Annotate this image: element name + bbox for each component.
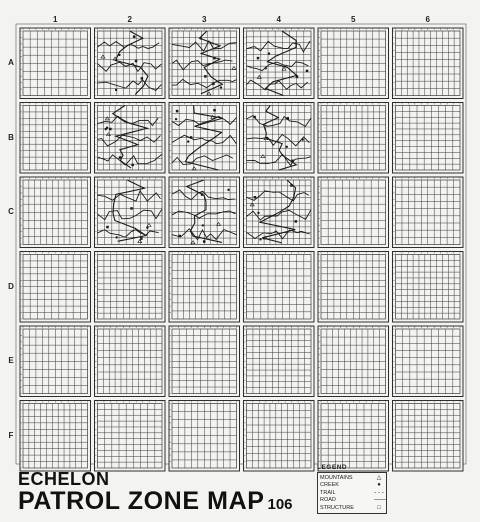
structure-icon bbox=[287, 117, 290, 120]
zone-C2 bbox=[95, 177, 166, 248]
column-label: 2 bbox=[127, 15, 132, 24]
creek-icon bbox=[257, 212, 259, 214]
creek-icon bbox=[220, 86, 222, 88]
zone-frame bbox=[393, 28, 464, 99]
zone-F4 bbox=[244, 401, 315, 472]
zone-A2 bbox=[95, 28, 166, 99]
zone-frame bbox=[95, 177, 166, 248]
zone-D5 bbox=[318, 252, 389, 323]
creek-icon bbox=[302, 138, 304, 140]
legend-item-structure bbox=[320, 504, 384, 512]
structure-icon bbox=[254, 196, 257, 199]
structure-icon bbox=[306, 70, 309, 73]
structure-icon bbox=[141, 77, 144, 80]
column-label: 1 bbox=[53, 15, 58, 24]
zone-B1 bbox=[20, 103, 91, 174]
legend-label: ROAD bbox=[320, 497, 336, 504]
zone-E1 bbox=[20, 326, 91, 397]
structure-icon bbox=[131, 164, 134, 167]
map-title bbox=[18, 488, 293, 518]
structure-icon bbox=[291, 160, 294, 163]
zone-D4 bbox=[244, 252, 315, 323]
zone-frame bbox=[393, 326, 464, 397]
zone-F1 bbox=[20, 401, 91, 472]
zone-frame bbox=[244, 401, 315, 472]
legend-label: TRAIL bbox=[320, 489, 336, 496]
map-series-label: ECHELON bbox=[18, 469, 110, 489]
structure-icon bbox=[133, 35, 136, 38]
zone-C3 bbox=[169, 177, 240, 248]
structure-icon bbox=[140, 237, 143, 240]
legend-label: MOUNTAINS bbox=[320, 474, 353, 481]
structure-icon bbox=[257, 57, 260, 60]
creek-icon bbox=[146, 226, 148, 228]
structure-icon bbox=[290, 184, 293, 187]
creek-icon bbox=[106, 126, 108, 128]
zone-frame bbox=[244, 252, 315, 323]
legend-item-mountains bbox=[320, 474, 384, 482]
row-label: B bbox=[8, 132, 14, 142]
column-label: 6 bbox=[425, 15, 430, 24]
structure-icon bbox=[253, 116, 256, 119]
structure-icon bbox=[204, 75, 207, 78]
structure-icon bbox=[179, 235, 182, 238]
zone-B4 bbox=[244, 103, 315, 174]
zone-frame bbox=[393, 103, 464, 174]
zone-C5 bbox=[318, 177, 389, 248]
zone-A6 bbox=[393, 28, 464, 99]
zone-C4 bbox=[244, 177, 315, 248]
road-icon: —— bbox=[374, 497, 386, 504]
creek-icon bbox=[115, 236, 117, 238]
column-label: 3 bbox=[202, 15, 207, 24]
legend-item-creek bbox=[320, 482, 384, 490]
zone-A5 bbox=[318, 28, 389, 99]
structure-icon bbox=[109, 128, 112, 131]
title-block bbox=[18, 470, 293, 518]
zone-B5 bbox=[318, 103, 389, 174]
zone-C6 bbox=[393, 177, 464, 248]
mountain-icon: △ bbox=[376, 475, 382, 482]
creek-icon bbox=[115, 89, 117, 91]
structure-icon bbox=[203, 240, 206, 243]
creek-icon bbox=[286, 146, 288, 148]
legend-box bbox=[317, 472, 387, 514]
structure-icon bbox=[119, 156, 122, 159]
column-label: 5 bbox=[351, 15, 356, 24]
creek-icon bbox=[268, 52, 270, 54]
structure-icon bbox=[130, 207, 133, 210]
zone-E6 bbox=[393, 326, 464, 397]
structure-icon bbox=[135, 60, 138, 63]
structure-icon: □ bbox=[377, 504, 381, 511]
zone-E3 bbox=[169, 326, 240, 397]
structure-icon bbox=[213, 109, 216, 112]
zone-B6 bbox=[393, 103, 464, 174]
zone-A4 bbox=[244, 28, 315, 99]
legend-title: LEGEND bbox=[317, 464, 348, 471]
creek-icon bbox=[187, 140, 189, 142]
structure-icon bbox=[176, 110, 179, 113]
legend-label: STRUCTURE bbox=[320, 504, 354, 511]
zone-frame bbox=[95, 103, 166, 174]
zone-D6 bbox=[393, 252, 464, 323]
zone-A3 bbox=[169, 28, 240, 99]
zone-frame bbox=[95, 326, 166, 397]
row-label: A bbox=[8, 58, 14, 68]
creek-icon bbox=[259, 238, 261, 240]
creek-icon bbox=[264, 67, 266, 69]
row-label: F bbox=[8, 430, 14, 440]
zone-F5 bbox=[318, 401, 389, 472]
zone-D3 bbox=[169, 252, 240, 323]
row-label: E bbox=[8, 356, 14, 366]
legend-label: CREEK bbox=[320, 482, 339, 489]
zone-E2 bbox=[95, 326, 166, 397]
creek-icon bbox=[118, 54, 120, 56]
creek-icon bbox=[200, 37, 202, 39]
creek-icon: ● bbox=[377, 482, 381, 489]
legend bbox=[317, 464, 387, 516]
zone-frame bbox=[95, 401, 166, 472]
structure-icon bbox=[201, 193, 204, 196]
creek-icon bbox=[202, 224, 204, 226]
zone-B3 bbox=[169, 103, 240, 174]
zone-F6 bbox=[393, 401, 464, 472]
map-title-text: PATROL ZONE MAP bbox=[18, 487, 265, 515]
zone-A1 bbox=[20, 28, 91, 99]
structure-icon bbox=[296, 75, 299, 78]
structure-icon bbox=[295, 220, 298, 223]
structure-icon bbox=[106, 226, 109, 229]
zone-C1 bbox=[20, 177, 91, 248]
structure-icon bbox=[213, 57, 216, 60]
zone-B2 bbox=[95, 103, 166, 174]
map-number: 106 bbox=[267, 496, 293, 513]
creek-icon bbox=[227, 189, 229, 191]
trail-icon: - - - bbox=[374, 489, 384, 496]
zone-frame bbox=[393, 252, 464, 323]
legend-item-road bbox=[320, 497, 384, 505]
row-label: D bbox=[8, 281, 14, 291]
zone-F3 bbox=[169, 401, 240, 472]
zone-D2 bbox=[95, 252, 166, 323]
structure-icon bbox=[212, 83, 215, 86]
column-label: 4 bbox=[276, 15, 281, 24]
structure-icon bbox=[190, 136, 193, 139]
legend-item-trail bbox=[320, 489, 384, 497]
creek-icon bbox=[175, 118, 177, 120]
zone-E4 bbox=[244, 326, 315, 397]
zone-F2 bbox=[95, 401, 166, 472]
zone-D1 bbox=[20, 252, 91, 323]
row-label: C bbox=[8, 207, 14, 217]
zone-E5 bbox=[318, 326, 389, 397]
